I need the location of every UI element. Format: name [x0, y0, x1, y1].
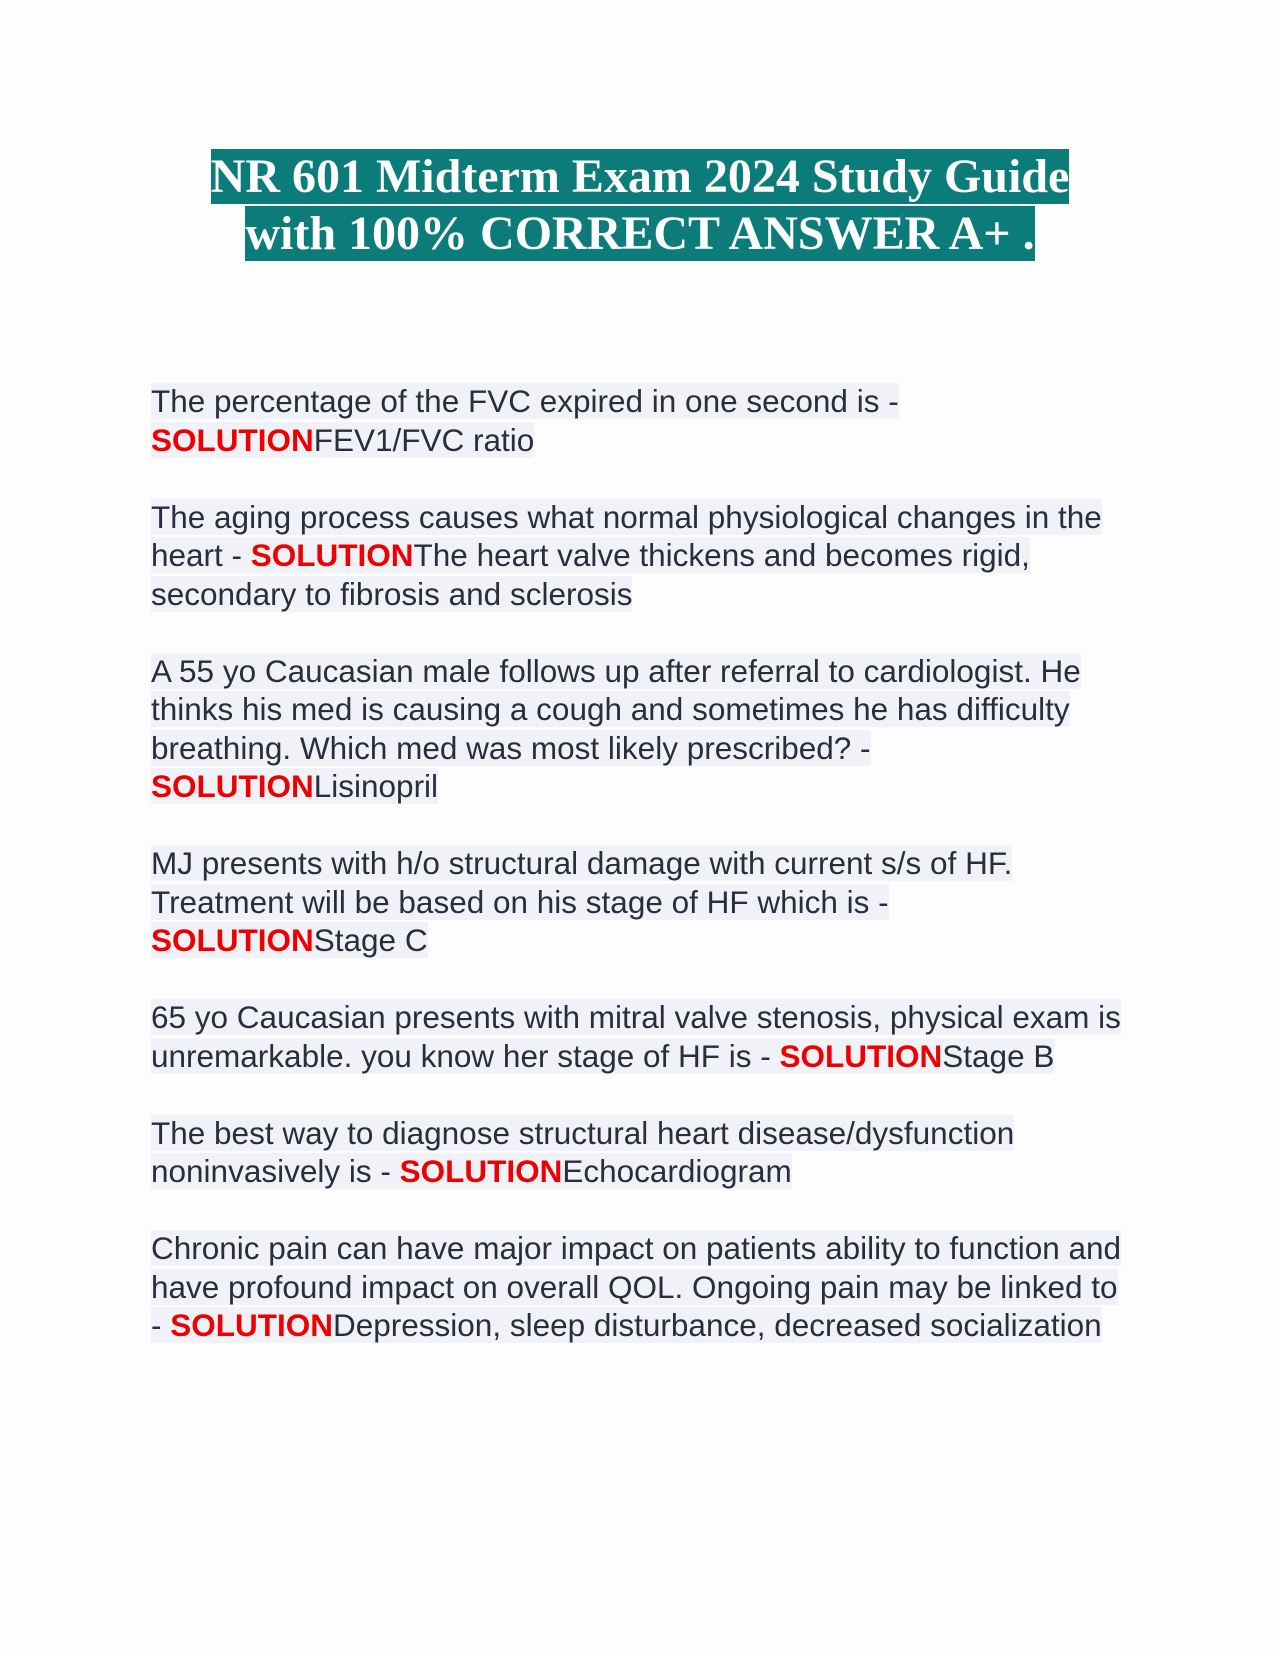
title-line-2: with 100% CORRECT ANSWER A+ .: [245, 207, 1035, 260]
qa-item: [151, 498, 1131, 614]
qa-question: MJ presents with h/o structural damage with current s/s of HF. Treatment will be based on his stage of HF which is -: [151, 845, 1013, 920]
qa-list: [151, 382, 1131, 1383]
qa-item: [151, 1114, 1131, 1191]
qa-answer: Lisinopril: [313, 768, 439, 804]
qa-answer: Depression, sleep disturbance, decreased socialization: [333, 1307, 1102, 1343]
title-line-1: NR 601 Midterm Exam 2024 Study Guide: [210, 150, 1070, 203]
qa-question: The aging process causes what normal physiological changes in the heart -: [151, 498, 1102, 573]
solution-label: SOLUTION: [399, 1153, 563, 1189]
qa-answer: Stage B: [942, 1037, 1055, 1074]
qa-item: [151, 382, 1131, 459]
solution-label: SOLUTION: [151, 922, 314, 958]
qa-question: The best way to diagnose structural heart disease/dysfunction noninvasively is -: [151, 1114, 1015, 1189]
solution-label: SOLUTION: [779, 1037, 943, 1074]
qa-question: The percentage of the FVC expired in one second is -: [151, 383, 899, 419]
qa-answer: The heart valve thickens and becomes rigid, secondary to fibrosis and sclerosis: [151, 537, 1030, 612]
solution-label: SOLUTION: [170, 1307, 333, 1343]
solution-label: SOLUTION: [151, 768, 314, 804]
qa-answer: FEV1/FVC ratio: [313, 421, 535, 458]
qa-item: [151, 652, 1131, 806]
qa-question: A 55 yo Caucasian male follows up after referral to cardiologist. He thinks his med is causing a cough and sometimes he has difficulty breathing. Which med was most likely prescribed? -: [151, 652, 1081, 766]
solution-label: SOLUTION: [250, 537, 414, 573]
qa-item: [151, 1229, 1131, 1345]
qa-item: [151, 998, 1131, 1075]
qa-question: Chronic pain can have major impact on patients ability to function and have profound impact on overall QOL. Ongoing pain may be linked to -: [151, 1230, 1122, 1343]
qa-question: 65 yo Caucasian presents with mitral valve stenosis, physical exam is unremarkable. you know her stage of HF is -: [151, 999, 1121, 1074]
document-title: [140, 148, 1140, 262]
qa-answer: Stage C: [313, 922, 428, 958]
qa-item: [151, 844, 1131, 960]
solution-label: SOLUTION: [151, 421, 314, 458]
qa-answer: Echocardiogram: [562, 1153, 792, 1189]
